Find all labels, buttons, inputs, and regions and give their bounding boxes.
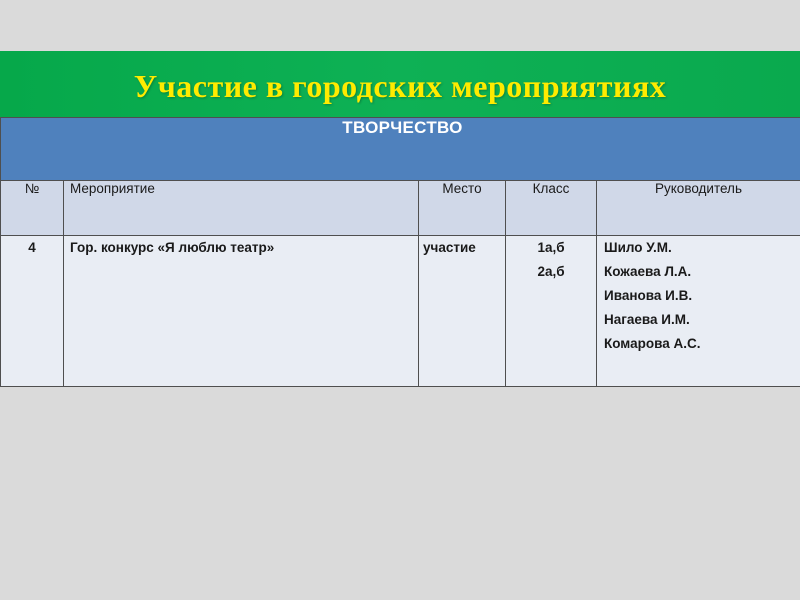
row-place-cell: участие xyxy=(419,236,506,387)
table-row xyxy=(1,236,800,387)
column-header-event: Мероприятие xyxy=(64,181,419,236)
class-value: 2а,б xyxy=(537,264,565,279)
column-header-num: № xyxy=(1,181,64,236)
title-band xyxy=(0,51,800,117)
leader-name: Иванова И.В. xyxy=(604,288,693,303)
events-table xyxy=(0,117,800,387)
row-class-cell xyxy=(506,236,597,387)
leader-name: Кожаева Л.А. xyxy=(604,264,692,279)
section-header-row xyxy=(1,118,800,181)
column-header-place: Место xyxy=(419,181,506,236)
row-event-cell: Гор. конкурс «Я люблю театр» xyxy=(64,236,419,387)
class-value: 1а,б xyxy=(537,240,565,255)
leader-name: Нагаева И.М. xyxy=(604,312,690,327)
leader-name: Шило У.М. xyxy=(604,240,672,255)
row-num-cell: 4 xyxy=(1,236,64,387)
leader-name: Комарова А.С. xyxy=(604,336,701,351)
page-title: Участие в городских мероприятиях xyxy=(133,67,667,104)
section-title: ТВОРЧЕСТВО xyxy=(1,118,800,181)
row-leader-cell xyxy=(597,236,800,387)
column-header-row xyxy=(1,181,800,236)
column-header-leader: Руководитель xyxy=(597,181,800,236)
column-header-class: Класс xyxy=(506,181,597,236)
